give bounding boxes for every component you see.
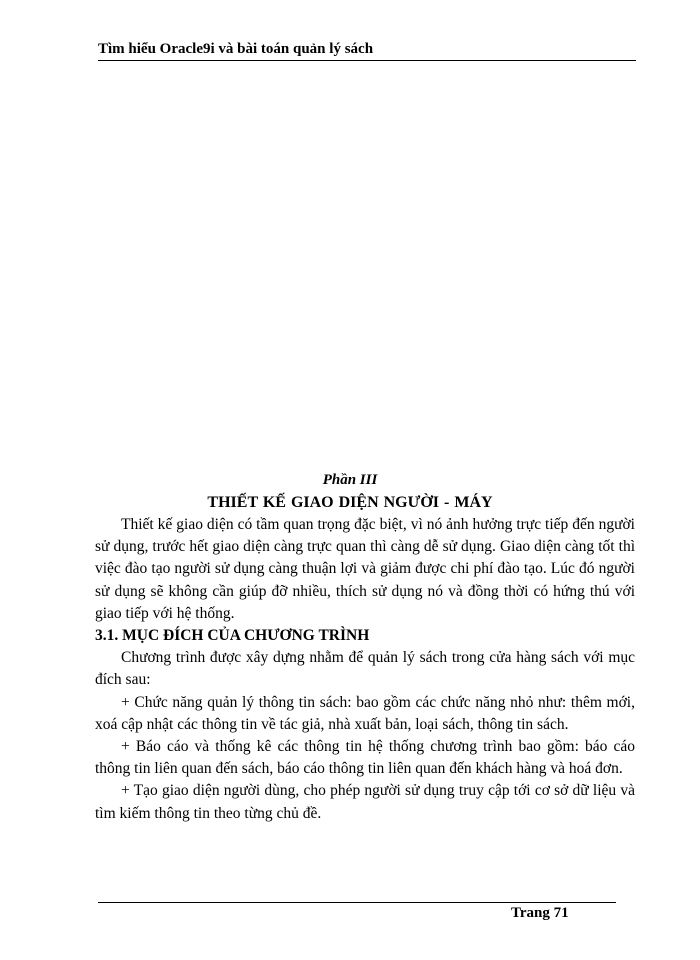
page-header: Tìm hiểu Oracle9i và bài toán quản lý sách: [98, 40, 636, 61]
subheading: 3.1. MỤC ĐÍCH CỦA CHƯƠNG TRÌNH: [95, 627, 370, 645]
feature-paragraph-2: + Báo cáo và thống kê các thông tin hệ thống chương trình bao gồm: báo cáo thông tin liên quan đến sách, báo cáo thông tin liên quan đến khách hàng và hoá đơn.: [95, 738, 635, 778]
feature-paragraph-1: + Chức năng quản lý thông tin sách: bao gồm các chức năng nhỏ như: thêm mới, xoá cập nhật các thông tin về tác giả, nhà xuất bản, loại sách, thông tin sách.: [95, 693, 635, 733]
footer-divider: [98, 902, 616, 903]
intro-paragraph: Thiết kế giao diện có tầm quan trọng đặc biệt, vì nó ảnh hưởng trực tiếp đến người sử dụng, trước hết giao diện càng trực quan thì càng dễ sử dụng. Giao diện càng tốt thì việc đào tạo người sử dụng càng thuận lợi và giảm được chi phí đào tạo. Lúc đó người sử dụng sẽ không cần giúp đỡ nhiều, thích sử dụng nó và đồng thời có hứng thú với giao tiếp với hệ thống.: [95, 516, 635, 622]
page-number: Trang 71: [511, 905, 569, 921]
feature-paragraph-3: + Tạo giao diện người dùng, cho phép người sử dụng truy cập tới cơ sở dữ liệu và tìm kiếm thông tin theo từng chủ đề.: [95, 782, 635, 822]
purpose-paragraph: Chương trình được xây dựng nhằm để quản lý sách trong cửa hàng sách với mục đích sau:: [95, 649, 635, 689]
section-title: THIẾT KẾ GIAO DIỆN NGƯỜI - MÁY: [207, 494, 493, 511]
part-label: Phần III: [322, 472, 378, 488]
document-body: [95, 514, 635, 825]
